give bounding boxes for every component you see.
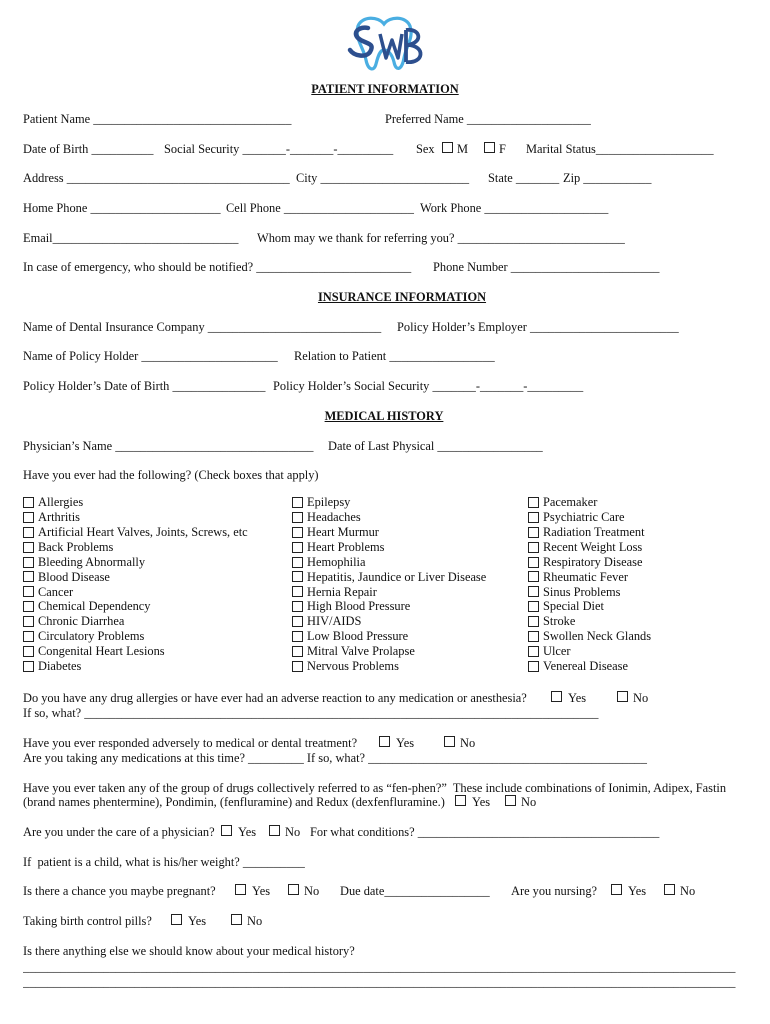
referral-field[interactable]: Whom may we thank for referring you? ___________________________ [257, 231, 625, 245]
condition-checkbox[interactable] [528, 512, 539, 523]
emergency-contact-field[interactable]: In case of emergency, who should be notified? _________________________ [23, 260, 412, 274]
condition-back-problems[interactable] [23, 540, 248, 555]
condition-checkbox[interactable] [292, 616, 303, 627]
condition-checkbox[interactable] [528, 646, 539, 657]
relation-to-patient-field[interactable]: Relation to Patient _________________ [294, 349, 495, 363]
condition-low-blood-pressure[interactable] [292, 629, 486, 644]
condition-label: Arthritis [38, 510, 80, 525]
condition-headaches[interactable] [292, 510, 486, 525]
email-field[interactable]: Email______________________________ [23, 231, 239, 245]
fen-phen-no-label: No [521, 795, 537, 809]
insurance-company-field[interactable]: Name of Dental Insurance Company ____________________________ [23, 320, 382, 334]
condition-checkbox[interactable] [23, 661, 34, 672]
condition-label: Circulatory Problems [38, 629, 145, 644]
zip-field[interactable]: Zip ___________ [563, 171, 652, 185]
drug-allergy-no-checkbox[interactable] [617, 691, 628, 702]
anything-else-question: Is there anything else we should know about your medical history? [23, 944, 355, 958]
condition-checkbox[interactable] [23, 586, 34, 597]
condition-checkbox[interactable] [528, 586, 539, 597]
adverse-treatment-question: Have you ever responded adversely to medical or dental treatment? [23, 736, 358, 750]
condition-checkbox[interactable] [23, 497, 34, 508]
condition-label: Sinus Problems [543, 584, 621, 599]
condition-checkbox[interactable] [292, 601, 303, 612]
condition-checkbox[interactable] [23, 571, 34, 582]
physician-name-field[interactable]: Physician’s Name ________________________________ [23, 439, 314, 453]
medical-history-heading: MEDICAL HISTORY [324, 409, 444, 423]
policy-holder-name-field[interactable]: Name of Policy Holder ______________________ [23, 349, 278, 363]
condition-checkbox[interactable] [292, 661, 303, 672]
drug-allergy-yes-checkbox[interactable] [551, 691, 562, 702]
condition-label: Allergies [38, 495, 84, 510]
condition-checkbox[interactable] [23, 646, 34, 657]
condition-checkbox[interactable] [528, 571, 539, 582]
physician-care-question: Are you under the care of a physician? [23, 825, 215, 839]
sex-m-label: M [457, 142, 469, 156]
condition-label: Rheumatic Fever [543, 569, 628, 584]
condition-label: Bleeding Abnormally [38, 554, 146, 569]
condition-special-diet[interactable] [528, 599, 651, 614]
condition-checkbox[interactable] [292, 497, 303, 508]
condition-epilepsy[interactable] [292, 495, 486, 510]
condition-checkbox[interactable] [23, 512, 34, 523]
condition-venereal-disease[interactable] [528, 659, 651, 674]
adverse-no-checkbox[interactable] [444, 736, 455, 747]
nursing-yes-checkbox[interactable] [611, 884, 622, 895]
nursing-no-label: No [680, 884, 696, 898]
condition-stroke[interactable] [528, 614, 651, 629]
condition-pacemaker[interactable] [528, 495, 651, 510]
city-field[interactable]: City ________________________ [296, 171, 470, 185]
condition-arthritis[interactable] [23, 510, 248, 525]
sex-f-label: F [499, 142, 506, 156]
condition-psychiatric-care[interactable] [528, 510, 651, 525]
condition-label: Recent Weight Loss [543, 539, 643, 554]
condition-checkbox[interactable] [292, 631, 303, 642]
physician-care-no-checkbox[interactable] [269, 825, 280, 836]
condition-label: Heart Murmur [307, 525, 379, 540]
due-date-field[interactable]: Due date_________________ [340, 884, 490, 898]
condition-hepatitis-jaundice-or-liver-disease[interactable] [292, 569, 486, 584]
anything-else-line-1[interactable]: ___________________________________________________________________________________________________________________ [23, 961, 736, 974]
social-security-field[interactable]: Social Security _______-_______-_________ [164, 142, 394, 156]
condition-heart-problems[interactable] [292, 540, 486, 555]
address-field[interactable]: Address ____________________________________ [23, 171, 290, 185]
sex-f-checkbox[interactable] [484, 142, 495, 153]
cell-phone-field[interactable]: Cell Phone _____________________ [226, 201, 414, 215]
condition-label: Blood Disease [38, 569, 110, 584]
condition-circulatory-problems[interactable] [23, 629, 248, 644]
condition-recent-weight-loss[interactable] [528, 540, 651, 555]
birth-control-no-checkbox[interactable] [231, 914, 242, 925]
pregnant-question: Is there a chance you maybe pregnant? [23, 884, 216, 898]
condition-checkbox[interactable] [23, 527, 34, 538]
patient-information-heading: PATIENT INFORMATION [311, 82, 459, 96]
home-phone-field[interactable]: Home Phone _____________________ [23, 201, 221, 215]
sex-label: Sex [416, 142, 435, 156]
last-physical-field[interactable]: Date of Last Physical _________________ [328, 439, 543, 453]
fen-phen-no-checkbox[interactable] [505, 795, 516, 806]
conditions-column-1 [23, 495, 248, 674]
condition-heart-murmur[interactable] [292, 525, 486, 540]
condition-label: Epilepsy [307, 495, 351, 510]
policy-holder-employer-field[interactable]: Policy Holder’s Employer ________________________ [397, 320, 679, 334]
pregnant-yes-checkbox[interactable] [235, 884, 246, 895]
condition-label: Special Diet [543, 599, 604, 614]
condition-checkbox[interactable] [23, 616, 34, 627]
condition-label: Headaches [307, 510, 361, 525]
sex-m-checkbox[interactable] [442, 142, 453, 153]
condition-checkbox[interactable] [23, 557, 34, 568]
policy-holder-dob-field[interactable]: Policy Holder’s Date of Birth _______________ [23, 379, 266, 393]
condition-label: Heart Problems [307, 539, 385, 554]
condition-label: Chronic Diarrhea [38, 614, 125, 629]
nursing-yes-label: Yes [628, 884, 647, 898]
adverse-no-label: No [460, 736, 476, 750]
state-field[interactable]: State _______ [488, 171, 560, 185]
condition-checkbox[interactable] [292, 527, 303, 538]
fen-phen-yes-label: Yes [472, 795, 491, 809]
adverse-yes-label: Yes [396, 736, 415, 750]
condition-label: Cancer [38, 584, 74, 599]
condition-label: Venereal Disease [543, 659, 628, 674]
condition-label: Pacemaker [543, 495, 598, 510]
fen-phen-question-line2: (brand names phentermine), Pondimin, (fenfluramine) and Redux (dexfenfluramine.) [23, 795, 445, 809]
condition-label: Hemophilia [307, 554, 366, 569]
condition-label: Psychiatric Care [543, 510, 625, 525]
condition-respiratory-disease[interactable] [528, 555, 651, 570]
anything-else-line-2[interactable]: ___________________________________________________________________________________________________________________ [23, 976, 736, 989]
condition-checkbox[interactable] [528, 616, 539, 627]
medications-field[interactable]: Are you taking any medications at this time? _________ If so, what? _____________________________________________ [23, 751, 647, 765]
condition-swollen-neck-glands[interactable] [528, 629, 651, 644]
condition-mitral-valve-prolapse[interactable] [292, 644, 486, 659]
condition-checkbox[interactable] [528, 661, 539, 672]
condition-label: Artificial Heart Valves, Joints, Screws, etc [38, 525, 248, 540]
emergency-phone-field[interactable]: Phone Number ________________________ [433, 260, 660, 274]
conditions-instruction: Have you ever had the following? (Check boxes that apply) [23, 468, 319, 482]
fen-phen-yes-checkbox[interactable] [455, 795, 466, 806]
condition-label: Radiation Treatment [543, 525, 645, 540]
condition-chemical-dependency[interactable] [23, 599, 248, 614]
condition-label: Hepatitis, Jaundice or Liver Disease [307, 569, 487, 584]
condition-label: Back Problems [38, 539, 114, 554]
condition-checkbox[interactable] [528, 542, 539, 553]
adverse-yes-checkbox[interactable] [379, 736, 390, 747]
condition-checkbox[interactable] [23, 631, 34, 642]
marital-status-field[interactable]: Marital Status___________________ [526, 142, 714, 156]
condition-congenital-heart-lesions[interactable] [23, 644, 248, 659]
policy-holder-ssn-field[interactable]: Policy Holder’s Social Security _______-_______-_________ [273, 379, 584, 393]
condition-cancer[interactable] [23, 584, 248, 599]
drug-allergy-what-field[interactable]: If so, what? ___________________________________________________________________________________ [23, 706, 599, 720]
condition-checkbox[interactable] [292, 586, 303, 597]
condition-label: Low Blood Pressure [307, 629, 409, 644]
condition-label: Respiratory Disease [543, 554, 643, 569]
nursing-question: Are you nursing? [511, 884, 598, 898]
condition-nervous-problems[interactable] [292, 659, 486, 674]
condition-checkbox[interactable] [292, 557, 303, 568]
insurance-information-heading: INSURANCE INFORMATION [317, 290, 487, 304]
condition-label: Chemical Dependency [38, 599, 151, 614]
condition-sinus-problems[interactable] [528, 584, 651, 599]
condition-label: Congenital Heart Lesions [38, 644, 165, 659]
birth-control-no-label: No [247, 914, 263, 928]
condition-rheumatic-fever[interactable] [528, 569, 651, 584]
condition-checkbox[interactable] [292, 512, 303, 523]
condition-label: Swollen Neck Glands [543, 629, 652, 644]
birth-control-question: Taking birth control pills? [23, 914, 152, 928]
condition-checkbox[interactable] [528, 527, 539, 538]
birth-control-yes-label: Yes [188, 914, 207, 928]
condition-label: High Blood Pressure [307, 599, 411, 614]
condition-diabetes[interactable] [23, 659, 248, 674]
condition-ulcer[interactable] [528, 644, 651, 659]
condition-high-blood-pressure[interactable] [292, 599, 486, 614]
nursing-no-checkbox[interactable] [664, 884, 675, 895]
condition-checkbox[interactable] [292, 542, 303, 553]
condition-checkbox[interactable] [23, 601, 34, 612]
condition-checkbox[interactable] [528, 497, 539, 508]
physician-care-yes-checkbox[interactable] [221, 825, 232, 836]
condition-checkbox[interactable] [528, 631, 539, 642]
condition-checkbox[interactable] [528, 557, 539, 568]
tooth-logo-icon [340, 14, 430, 76]
drug-allergy-no-label: No [633, 691, 649, 705]
patient-name-field[interactable]: Patient Name ________________________________ [23, 112, 292, 126]
pregnant-yes-label: Yes [252, 884, 271, 898]
condition-bleeding-abnormally[interactable] [23, 555, 248, 570]
condition-label: Stroke [543, 614, 576, 629]
condition-radiation-treatment[interactable] [528, 525, 651, 540]
condition-checkbox[interactable] [292, 646, 303, 657]
condition-hernia-repair[interactable] [292, 584, 486, 599]
pregnant-no-checkbox[interactable] [288, 884, 299, 895]
physician-care-no-label: No [285, 825, 301, 839]
practice-logo [340, 14, 430, 76]
condition-hemophilia[interactable] [292, 555, 486, 570]
condition-label: Nervous Problems [307, 659, 399, 674]
physician-care-yes-label: Yes [238, 825, 257, 839]
drug-allergy-question: Do you have any drug allergies or have ever had an adverse reaction to any medication or anesthesia? [23, 691, 527, 705]
work-phone-field[interactable]: Work Phone ____________________ [420, 201, 609, 215]
conditions-column-3 [528, 495, 651, 674]
conditions-column-2 [292, 495, 486, 674]
condition-chronic-diarrhea[interactable] [23, 614, 248, 629]
condition-label: Diabetes [38, 659, 82, 674]
condition-label: HIV/AIDS [307, 614, 362, 629]
condition-checkbox[interactable] [23, 542, 34, 553]
preferred-name-field[interactable]: Preferred Name ____________________ [385, 112, 591, 126]
birth-control-yes-checkbox[interactable] [171, 914, 182, 925]
condition-checkbox[interactable] [292, 571, 303, 582]
condition-checkbox[interactable] [528, 601, 539, 612]
condition-artificial-heart-valves-joints-screws-etc[interactable] [23, 525, 248, 540]
condition-label: Mitral Valve Prolapse [307, 644, 415, 659]
pregnant-no-label: No [304, 884, 320, 898]
drug-allergy-yes-label: Yes [568, 691, 587, 705]
condition-label: Hernia Repair [307, 584, 377, 599]
fen-phen-question-line1: Have you ever taken any of the group of drugs collectively referred to as “fen-phen?” These include combinations of Ionimin, Adipex, Fastin [23, 781, 727, 795]
condition-allergies[interactable] [23, 495, 248, 510]
date-of-birth-field[interactable]: Date of Birth __________ [23, 142, 154, 156]
condition-hiv-aids[interactable] [292, 614, 486, 629]
condition-blood-disease[interactable] [23, 569, 248, 584]
condition-label: Ulcer [543, 644, 571, 659]
child-weight-field[interactable]: If patient is a child, what is his/her weight? __________ [23, 855, 305, 869]
care-conditions-field[interactable]: For what conditions? _______________________________________ [310, 825, 660, 839]
